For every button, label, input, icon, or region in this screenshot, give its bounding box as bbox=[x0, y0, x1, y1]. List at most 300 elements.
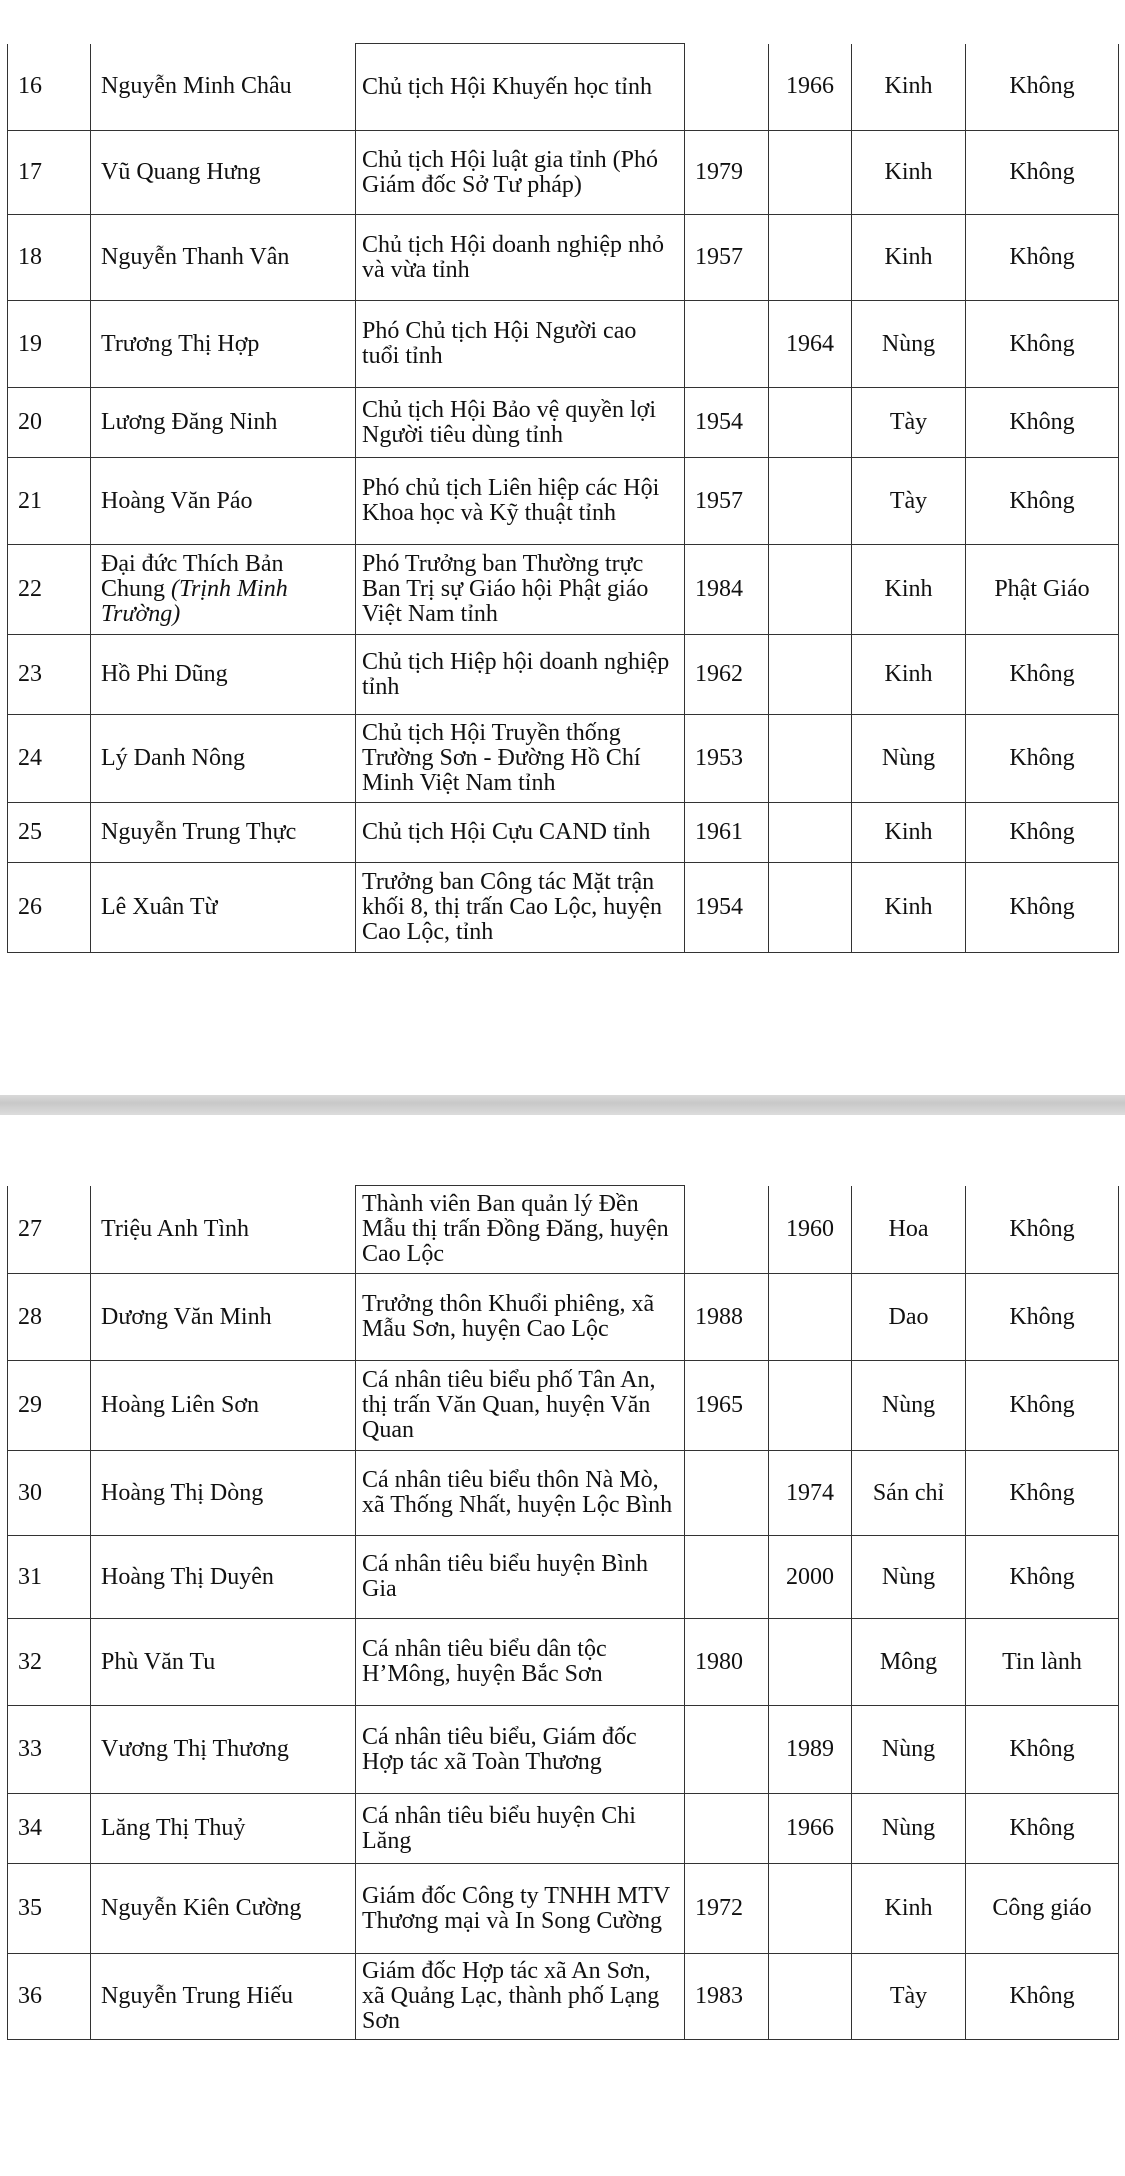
religion: Không bbox=[1009, 244, 1075, 270]
table-edge-cell bbox=[1119, 715, 1120, 803]
row-number: 19 bbox=[18, 330, 42, 357]
female-birth-year-cell bbox=[769, 803, 852, 863]
ethnicity: Tày bbox=[889, 409, 928, 435]
female-birth-year-cell bbox=[769, 388, 852, 458]
row-number-cell bbox=[8, 1794, 91, 1864]
member-name: Hoàng Liên Sơn bbox=[101, 1392, 260, 1418]
table-edge-cell bbox=[1119, 545, 1120, 635]
religion-cell bbox=[966, 863, 1119, 953]
member-role: Chủ tịch Hội Khuyến học tỉnh bbox=[362, 73, 652, 100]
member-role-cell bbox=[356, 1619, 685, 1706]
member-name: Lương Đăng Ninh bbox=[101, 409, 278, 435]
member-name: Nguyễn Thanh Vân bbox=[101, 244, 290, 270]
row-number: 16 bbox=[18, 73, 42, 100]
member-role-cell bbox=[356, 1954, 685, 2040]
male-birth-year-cell bbox=[685, 215, 769, 301]
female-birth-year-cell bbox=[769, 1864, 852, 1954]
ethnicity-cell bbox=[852, 1186, 966, 1274]
male-birth-year-cell bbox=[685, 863, 769, 953]
member-role-cell bbox=[356, 458, 685, 545]
row-number-cell bbox=[8, 215, 91, 301]
religion-cell bbox=[966, 1186, 1119, 1274]
member-name: Lê Xuân Từ bbox=[101, 894, 218, 920]
religion: Không bbox=[1009, 409, 1075, 435]
male-birth-year: 1962 bbox=[695, 661, 743, 687]
member-name-cell bbox=[91, 715, 356, 803]
member-name: Vũ Quang Hưng bbox=[101, 159, 261, 185]
member-role: Chủ tịch Hội Bảo vệ quyền lợi Người tiêu dùng tỉnh bbox=[362, 396, 656, 448]
religion-cell bbox=[966, 1274, 1119, 1361]
row-number-cell bbox=[8, 458, 91, 545]
religion: Không bbox=[1009, 1736, 1075, 1762]
male-birth-year-cell bbox=[685, 44, 769, 131]
member-role: Cá nhân tiêu biểu, Giám đốc Hợp tác xã Toàn Thương bbox=[362, 1723, 637, 1775]
table-edge-cell bbox=[1119, 1794, 1120, 1864]
religion: Công giáo bbox=[992, 1895, 1092, 1921]
ethnicity: Tày bbox=[889, 487, 928, 514]
ethnicity: Kinh bbox=[884, 73, 933, 100]
member-name: Trương Thị Hợp bbox=[101, 330, 260, 357]
table-edge-cell bbox=[1119, 1361, 1120, 1451]
row-number: 26 bbox=[18, 894, 42, 920]
male-birth-year-cell bbox=[685, 803, 769, 863]
religion: Không bbox=[1009, 1815, 1075, 1841]
table-edge-cell bbox=[1119, 635, 1120, 715]
member-name-cell bbox=[91, 215, 356, 301]
ethnicity-cell bbox=[852, 458, 966, 545]
row-number: 33 bbox=[18, 1736, 42, 1762]
religion: Không bbox=[1009, 1479, 1075, 1506]
row-number-cell bbox=[8, 863, 91, 953]
male-birth-year: 1961 bbox=[695, 819, 743, 845]
member-role-cell bbox=[356, 1451, 685, 1536]
row-number-cell bbox=[8, 1186, 91, 1274]
row-number-cell bbox=[8, 1619, 91, 1706]
row-number: 27 bbox=[18, 1215, 42, 1242]
member-role: Giám đốc Công ty TNHH MTV Thương mại và In Song Cường bbox=[362, 1882, 670, 1934]
ethnicity: Hoa bbox=[888, 1215, 929, 1242]
religion: Không bbox=[1009, 819, 1075, 845]
table-edge-cell bbox=[1119, 1864, 1120, 1954]
table-edge-cell bbox=[1119, 1706, 1120, 1794]
table-edge-cell bbox=[1119, 388, 1120, 458]
ethnicity: Kinh bbox=[884, 661, 933, 687]
table-edge-cell bbox=[1119, 301, 1120, 388]
male-birth-year-cell bbox=[685, 1864, 769, 1954]
member-name-cell bbox=[91, 131, 356, 215]
male-birth-year-cell bbox=[685, 1274, 769, 1361]
row-number: 23 bbox=[18, 661, 42, 687]
ethnicity-cell bbox=[852, 1864, 966, 1954]
female-birth-year: 1966 bbox=[786, 1815, 834, 1841]
member-table-page-2 bbox=[7, 1185, 1119, 2040]
member-role-cell bbox=[356, 44, 685, 131]
member-name-cell bbox=[91, 1361, 356, 1451]
religion: Không bbox=[1009, 159, 1075, 185]
female-birth-year: 1974 bbox=[786, 1479, 834, 1506]
ethnicity: Kinh bbox=[884, 1895, 933, 1921]
ethnicity: Kinh bbox=[884, 819, 933, 845]
row-number: 28 bbox=[18, 1303, 42, 1330]
male-birth-year-cell bbox=[685, 1954, 769, 2040]
ethnicity: Dao bbox=[888, 1303, 929, 1330]
female-birth-year-cell bbox=[769, 1794, 852, 1864]
row-number-cell bbox=[8, 301, 91, 388]
member-role-cell bbox=[356, 803, 685, 863]
table-row bbox=[8, 635, 1120, 715]
ethnicity-cell bbox=[852, 44, 966, 131]
table-edge-cell bbox=[1119, 863, 1120, 953]
religion-cell bbox=[966, 803, 1119, 863]
ethnicity-cell bbox=[852, 863, 966, 953]
member-name-cell bbox=[91, 1706, 356, 1794]
table-row bbox=[8, 803, 1120, 863]
female-birth-year-cell bbox=[769, 715, 852, 803]
member-name-cell bbox=[91, 301, 356, 388]
ethnicity-cell bbox=[852, 1361, 966, 1451]
member-name-cell bbox=[91, 1954, 356, 2040]
row-number-cell bbox=[8, 1361, 91, 1451]
female-birth-year-cell bbox=[769, 1954, 852, 2040]
religion-cell bbox=[966, 545, 1119, 635]
member-role-cell bbox=[356, 1274, 685, 1361]
member-name: Hồ Phi Dũng bbox=[101, 661, 228, 687]
religion-cell bbox=[966, 1864, 1119, 1954]
religion: Không bbox=[1009, 330, 1075, 357]
male-birth-year: 1965 bbox=[695, 1392, 743, 1418]
religion: Tin lành bbox=[1002, 1648, 1082, 1675]
row-number: 22 bbox=[18, 576, 42, 602]
row-number-cell bbox=[8, 44, 91, 131]
female-birth-year: 1989 bbox=[786, 1736, 834, 1762]
member-name-cell bbox=[91, 545, 356, 635]
male-birth-year: 1954 bbox=[695, 894, 743, 920]
member-role: Trưởng ban Công tác Mặt trận khối 8, thị trấn Cao Lộc, huyện Cao Lộc, tỉnh bbox=[362, 869, 662, 945]
row-number: 30 bbox=[18, 1479, 42, 1506]
male-birth-year-cell bbox=[685, 545, 769, 635]
table-row bbox=[8, 1536, 1120, 1619]
table-row bbox=[8, 215, 1120, 301]
member-role-cell bbox=[356, 1361, 685, 1451]
table-row bbox=[8, 1361, 1120, 1451]
member-name: Nguyễn Minh Châu bbox=[101, 73, 292, 100]
row-number-cell bbox=[8, 388, 91, 458]
row-number-cell bbox=[8, 545, 91, 635]
female-birth-year: 1964 bbox=[786, 330, 834, 357]
member-name: Lăng Thị Thuỷ bbox=[101, 1815, 246, 1841]
ethnicity: Mông bbox=[879, 1648, 938, 1675]
table-edge-cell bbox=[1119, 1274, 1120, 1361]
female-birth-year-cell bbox=[769, 1361, 852, 1451]
member-name-cell bbox=[91, 458, 356, 545]
member-role: Chủ tịch Hội Cựu CAND tỉnh bbox=[362, 819, 651, 845]
religion-cell bbox=[966, 635, 1119, 715]
ethnicity-cell bbox=[852, 1794, 966, 1864]
table-edge-cell bbox=[1119, 44, 1120, 131]
page-separator bbox=[0, 1095, 1125, 1115]
member-role: Chủ tịch Hội Truyền thống Trường Sơn - Đường Hồ Chí Minh Việt Nam tỉnh bbox=[362, 720, 641, 796]
ethnicity-cell bbox=[852, 715, 966, 803]
member-name-cell bbox=[91, 1274, 356, 1361]
row-number: 18 bbox=[18, 244, 42, 270]
row-number: 21 bbox=[18, 487, 42, 514]
member-role-cell bbox=[356, 715, 685, 803]
table-row bbox=[8, 1451, 1120, 1536]
member-table-page-1 bbox=[7, 43, 1119, 953]
member-name-cell bbox=[91, 803, 356, 863]
female-birth-year-cell bbox=[769, 863, 852, 953]
member-role: Phó chủ tịch Liên hiệp các Hội Khoa học và Kỹ thuật tỉnh bbox=[362, 475, 660, 526]
member-role: Chủ tịch Hội doanh nghiệp nhỏ và vừa tỉnh bbox=[362, 231, 664, 283]
member-role: Cá nhân tiêu biểu dân tộc H’Mông, huyện Bắc Sơn bbox=[362, 1636, 607, 1687]
table-edge-cell bbox=[1119, 215, 1120, 301]
member-role-cell bbox=[356, 388, 685, 458]
member-name-cell bbox=[91, 388, 356, 458]
table-row bbox=[8, 863, 1120, 953]
male-birth-year: 1980 bbox=[695, 1648, 743, 1675]
member-name: Hoàng Thị Duyên bbox=[101, 1563, 274, 1590]
religion: Không bbox=[1009, 1983, 1075, 2009]
religion-cell bbox=[966, 44, 1119, 131]
religion-cell bbox=[966, 1451, 1119, 1536]
ethnicity: Kinh bbox=[884, 576, 933, 602]
religion-cell bbox=[966, 131, 1119, 215]
table-row bbox=[8, 1619, 1120, 1706]
row-number: 36 bbox=[18, 1983, 42, 2009]
ethnicity-cell bbox=[852, 635, 966, 715]
table-row bbox=[8, 1186, 1120, 1274]
ethnicity: Kinh bbox=[884, 894, 933, 920]
member-role: Cá nhân tiêu biểu phố Tân An, thị trấn Văn Quan, huyện Văn Quan bbox=[362, 1367, 656, 1443]
member-role: Chủ tịch Hiệp hội doanh nghiệp tỉnh bbox=[362, 648, 670, 700]
ethnicity-cell bbox=[852, 1619, 966, 1706]
member-name-cell bbox=[91, 1536, 356, 1619]
member-role-cell bbox=[356, 131, 685, 215]
male-birth-year: 1988 bbox=[695, 1303, 743, 1330]
member-name: Hoàng Văn Páo bbox=[101, 487, 253, 514]
female-birth-year-cell bbox=[769, 458, 852, 545]
ethnicity-cell bbox=[852, 1451, 966, 1536]
table-edge-cell bbox=[1119, 803, 1120, 863]
ethnicity: Nùng bbox=[881, 1392, 936, 1418]
table-row bbox=[8, 545, 1120, 635]
member-role-cell bbox=[356, 1186, 685, 1274]
ethnicity: Kinh bbox=[884, 244, 933, 270]
female-birth-year-cell bbox=[769, 1536, 852, 1619]
member-name-cell bbox=[91, 44, 356, 131]
religion: Không bbox=[1009, 1215, 1075, 1242]
table-row bbox=[8, 715, 1120, 803]
ethnicity-cell bbox=[852, 215, 966, 301]
table-edge-cell bbox=[1119, 1619, 1120, 1706]
member-role: Cá nhân tiêu biểu thôn Nà Mò, xã Thống Nhất, huyện Lộc Bình bbox=[362, 1467, 673, 1518]
table-row bbox=[8, 1954, 1120, 2040]
member-role: Phó Chủ tịch Hội Người cao tuổi tỉnh bbox=[362, 318, 637, 369]
member-name-cell bbox=[91, 1794, 356, 1864]
ethnicity-cell bbox=[852, 1706, 966, 1794]
member-role-cell bbox=[356, 1536, 685, 1619]
member-role: Phó Trưởng ban Thường trực Ban Trị sự Giáo hội Phật giáo Việt Nam tỉnh bbox=[362, 551, 649, 627]
male-birth-year: 1983 bbox=[695, 1983, 743, 2009]
male-birth-year-cell bbox=[685, 635, 769, 715]
ethnicity: Nùng bbox=[881, 330, 936, 357]
table-row bbox=[8, 1706, 1120, 1794]
member-name: Vương Thị Thương bbox=[101, 1736, 289, 1762]
member-role-cell bbox=[356, 1864, 685, 1954]
female-birth-year-cell bbox=[769, 301, 852, 388]
member-name: Dương Văn Minh bbox=[101, 1303, 272, 1330]
male-birth-year-cell bbox=[685, 1361, 769, 1451]
ethnicity: Tày bbox=[889, 1983, 928, 2009]
member-name: Phù Văn Tu bbox=[101, 1648, 216, 1675]
row-number-cell bbox=[8, 803, 91, 863]
row-number: 17 bbox=[18, 159, 42, 185]
member-role-cell bbox=[356, 635, 685, 715]
table-edge-cell bbox=[1119, 1451, 1120, 1536]
member-role-cell bbox=[356, 1706, 685, 1794]
member-role-cell bbox=[356, 1794, 685, 1864]
male-birth-year-cell bbox=[685, 1451, 769, 1536]
religion: Không bbox=[1009, 1392, 1075, 1418]
member-name: Triệu Anh Tình bbox=[101, 1215, 250, 1242]
row-number: 31 bbox=[18, 1563, 42, 1590]
row-number: 25 bbox=[18, 819, 42, 845]
member-name-cell bbox=[91, 635, 356, 715]
ethnicity: Nùng bbox=[881, 1563, 936, 1590]
member-name: Nguyễn Trung Hiếu bbox=[101, 1983, 294, 2009]
female-birth-year: 1966 bbox=[786, 73, 834, 100]
ethnicity: Nùng bbox=[881, 1815, 936, 1841]
member-name: Nguyễn Kiên Cường bbox=[101, 1895, 302, 1921]
member-role: Cá nhân tiêu biểu huyện Bình Gia bbox=[362, 1551, 648, 1602]
religion: Không bbox=[1009, 1303, 1075, 1330]
member-name-cell bbox=[91, 1451, 356, 1536]
row-number-cell bbox=[8, 1864, 91, 1954]
male-birth-year: 1979 bbox=[695, 159, 743, 185]
male-birth-year-cell bbox=[685, 301, 769, 388]
table-row bbox=[8, 131, 1120, 215]
religion: Phật Giáo bbox=[994, 576, 1090, 602]
row-number: 32 bbox=[18, 1648, 42, 1675]
male-birth-year-cell bbox=[685, 1794, 769, 1864]
ethnicity: Sán chỉ bbox=[872, 1479, 945, 1506]
row-number-cell bbox=[8, 1451, 91, 1536]
ethnicity-cell bbox=[852, 545, 966, 635]
row-number-cell bbox=[8, 635, 91, 715]
female-birth-year-cell bbox=[769, 131, 852, 215]
table-row bbox=[8, 388, 1120, 458]
female-birth-year-cell bbox=[769, 215, 852, 301]
male-birth-year-cell bbox=[685, 1619, 769, 1706]
religion-cell bbox=[966, 1619, 1119, 1706]
female-birth-year-cell bbox=[769, 1451, 852, 1536]
religion: Không bbox=[1009, 894, 1075, 920]
male-birth-year: 1957 bbox=[695, 487, 743, 514]
male-birth-year-cell bbox=[685, 1186, 769, 1274]
row-number-cell bbox=[8, 1954, 91, 2040]
member-name: Lý Danh Nông bbox=[101, 745, 245, 771]
religion: Không bbox=[1009, 73, 1075, 100]
member-name: Hoàng Thị Dòng bbox=[101, 1479, 264, 1506]
row-number-cell bbox=[8, 1536, 91, 1619]
female-birth-year-cell bbox=[769, 44, 852, 131]
table-row bbox=[8, 1794, 1120, 1864]
religion: Không bbox=[1009, 745, 1075, 771]
member-name: Nguyễn Trung Thực bbox=[101, 819, 297, 845]
ethnicity-cell bbox=[852, 388, 966, 458]
member-name-cell bbox=[91, 1864, 356, 1954]
male-birth-year-cell bbox=[685, 458, 769, 545]
row-number: 35 bbox=[18, 1895, 42, 1921]
document-page-2 bbox=[0, 1116, 1125, 2176]
religion: Không bbox=[1009, 661, 1075, 687]
religion-cell bbox=[966, 1536, 1119, 1619]
male-birth-year: 1984 bbox=[695, 576, 743, 602]
member-role: Giám đốc Hợp tác xã An Sơn, xã Quảng Lạc, thành phố Lạng Sơn bbox=[362, 1958, 660, 2034]
male-birth-year-cell bbox=[685, 1706, 769, 1794]
member-role-cell bbox=[356, 215, 685, 301]
ethnicity: Nùng bbox=[881, 745, 936, 771]
table-edge-cell bbox=[1119, 1186, 1120, 1274]
ethnicity-cell bbox=[852, 1954, 966, 2040]
table-row bbox=[8, 1274, 1120, 1361]
row-number-cell bbox=[8, 1706, 91, 1794]
female-birth-year-cell bbox=[769, 1619, 852, 1706]
table-edge-cell bbox=[1119, 1954, 1120, 2040]
row-number: 29 bbox=[18, 1392, 42, 1418]
member-role-cell bbox=[356, 545, 685, 635]
male-birth-year: 1972 bbox=[695, 1895, 743, 1921]
female-birth-year-cell bbox=[769, 1274, 852, 1361]
ethnicity-cell bbox=[852, 1274, 966, 1361]
row-number: 24 bbox=[18, 745, 42, 771]
table-edge-cell bbox=[1119, 1536, 1120, 1619]
ethnicity-cell bbox=[852, 803, 966, 863]
row-number: 34 bbox=[18, 1815, 42, 1841]
row-number-cell bbox=[8, 715, 91, 803]
religion-cell bbox=[966, 215, 1119, 301]
member-role: Chủ tịch Hội luật gia tỉnh (Phó Giám đốc Sở Tư pháp) bbox=[362, 146, 658, 198]
ethnicity: Nùng bbox=[881, 1736, 936, 1762]
male-birth-year-cell bbox=[685, 131, 769, 215]
row-number-cell bbox=[8, 131, 91, 215]
female-birth-year-cell bbox=[769, 1186, 852, 1274]
ethnicity-cell bbox=[852, 131, 966, 215]
member-name: Đại đức Thích Bản Chung bbox=[101, 551, 284, 602]
ethnicity: Kinh bbox=[884, 159, 933, 185]
member-role-cell bbox=[356, 863, 685, 953]
member-name-cell bbox=[91, 1619, 356, 1706]
religion: Không bbox=[1009, 1563, 1075, 1590]
table-row bbox=[8, 1864, 1120, 1954]
religion-cell bbox=[966, 1794, 1119, 1864]
male-birth-year: 1953 bbox=[695, 745, 743, 771]
female-birth-year: 2000 bbox=[786, 1563, 834, 1590]
female-birth-year: 1960 bbox=[786, 1215, 834, 1242]
female-birth-year-cell bbox=[769, 635, 852, 715]
row-number-cell bbox=[8, 1274, 91, 1361]
member-name-cell bbox=[91, 863, 356, 953]
member-role: Thành viên Ban quản lý Đền Mẫu thị trấn Đồng Đăng, huyện Cao Lộc bbox=[362, 1191, 669, 1267]
ethnicity-cell bbox=[852, 301, 966, 388]
religion-cell bbox=[966, 388, 1119, 458]
religion-cell bbox=[966, 458, 1119, 545]
table-row bbox=[8, 44, 1120, 131]
member-role: Trưởng thôn Khuổi phiêng, xã Mẫu Sơn, huyện Cao Lộc bbox=[362, 1291, 655, 1342]
member-role-cell bbox=[356, 301, 685, 388]
female-birth-year-cell bbox=[769, 1706, 852, 1794]
female-birth-year-cell bbox=[769, 545, 852, 635]
